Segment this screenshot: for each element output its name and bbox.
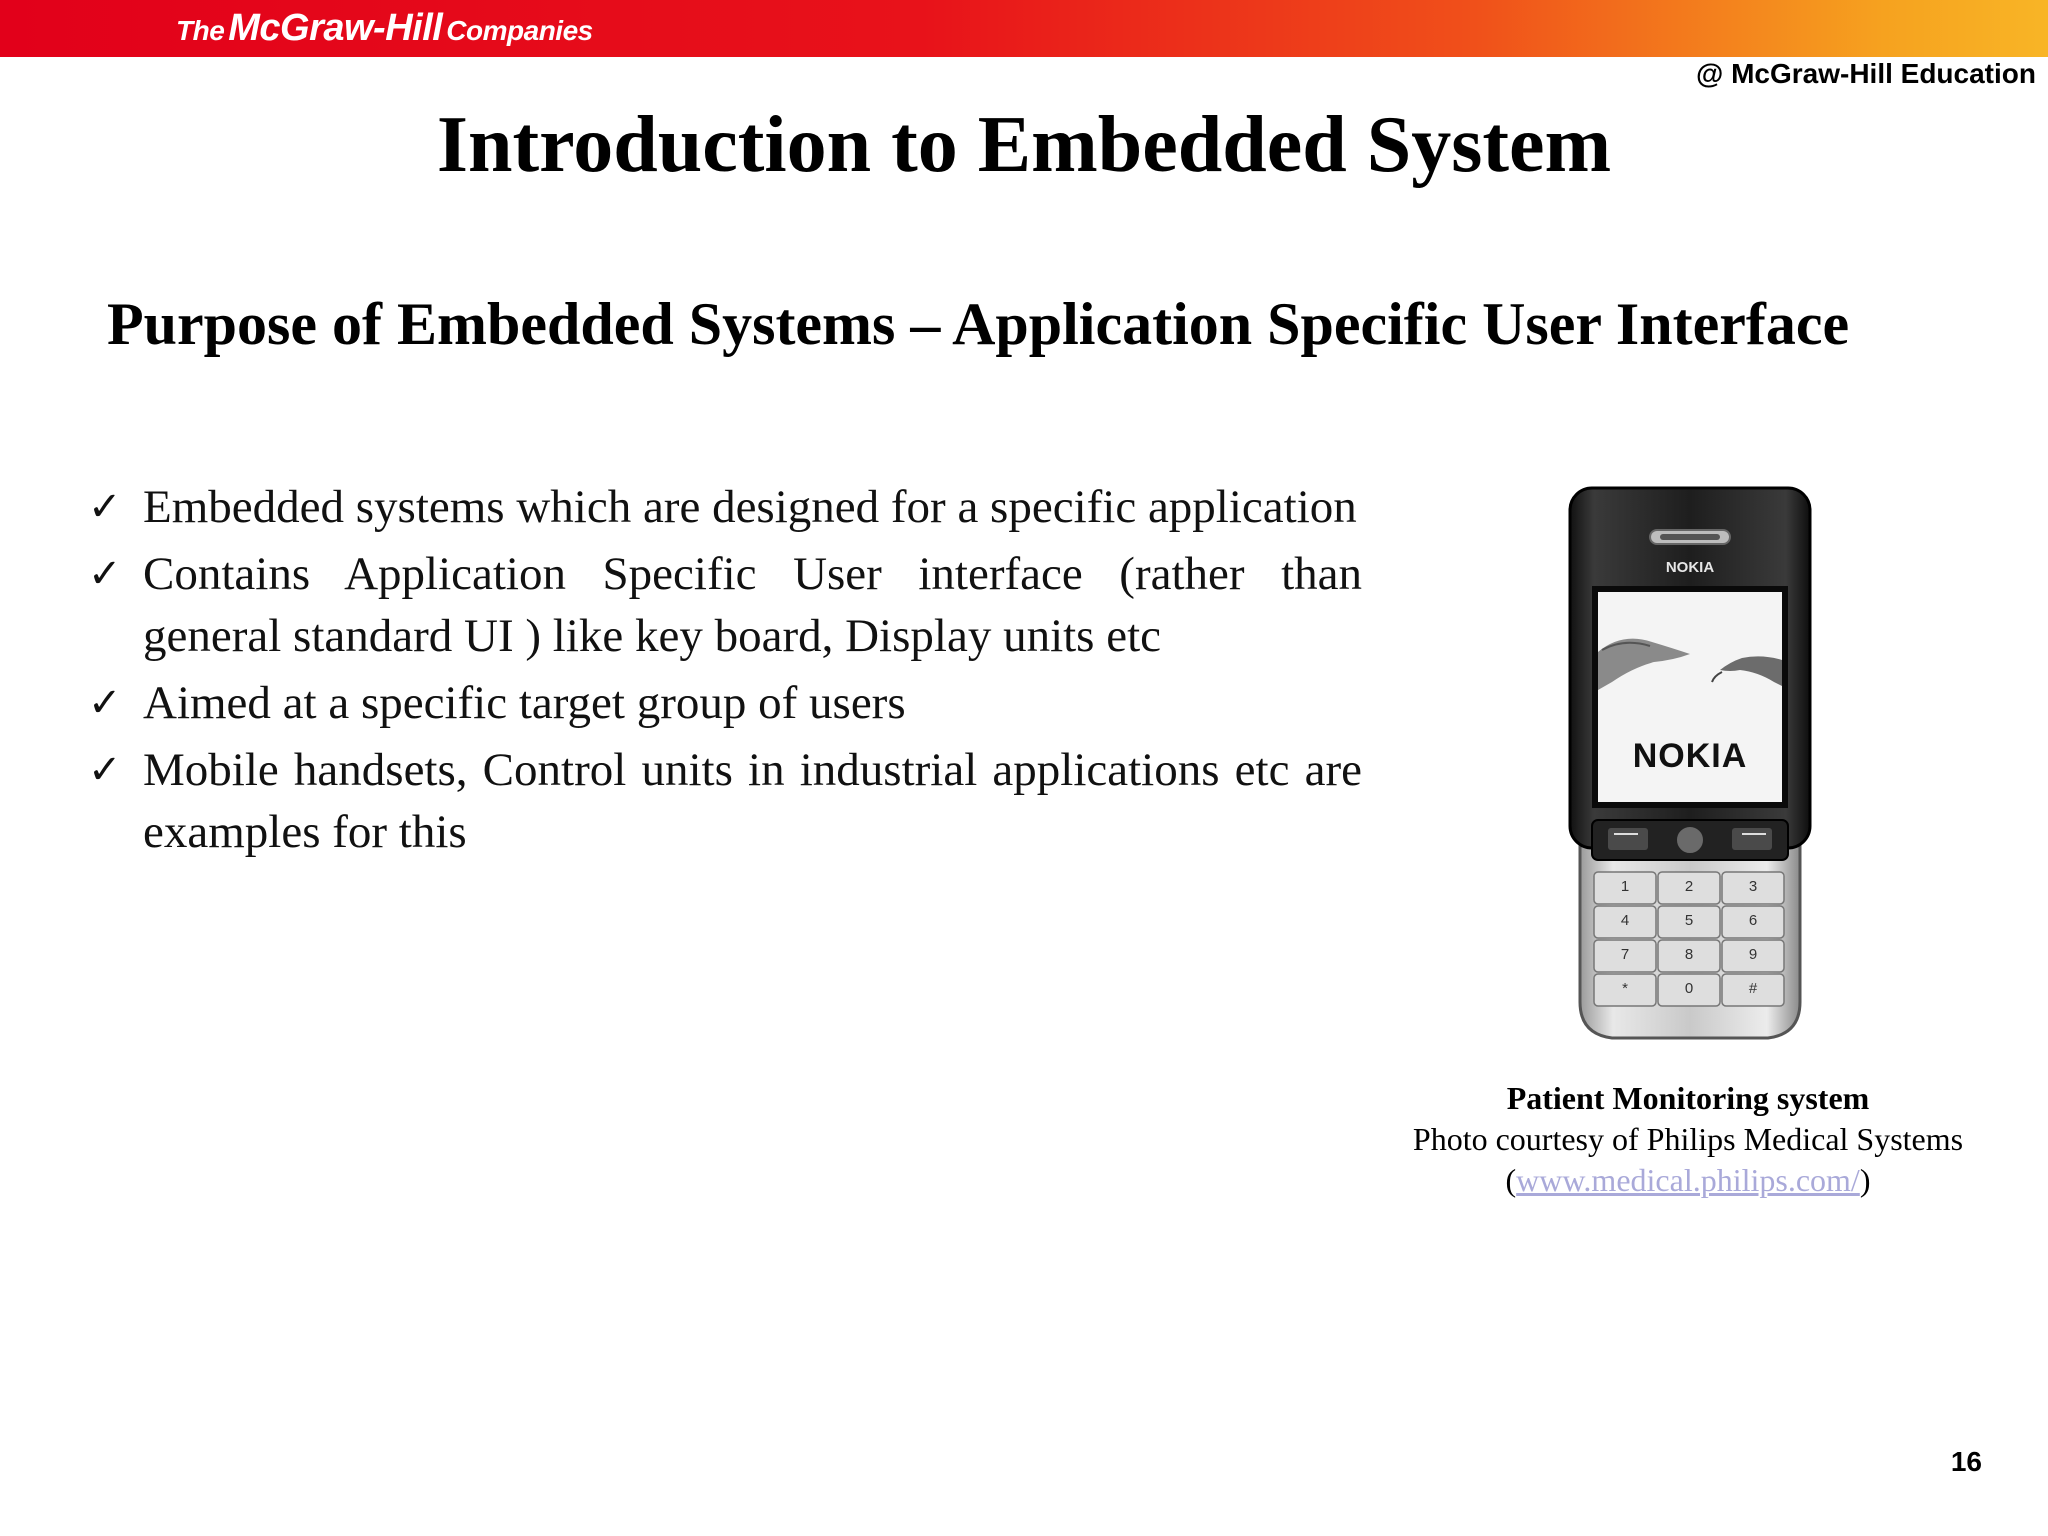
keypad-key-label: 1 — [1620, 878, 1630, 895]
bullet-item — [88, 543, 1362, 667]
keypad-key — [1722, 974, 1784, 1006]
caption-title: Patient Monitoring system — [1506, 1080, 1870, 1116]
mcgraw-hill-logo: The McGraw-Hill Companies — [176, 7, 593, 49]
figure-caption — [1368, 1078, 2008, 1201]
keypad-key-label: 8 — [1684, 946, 1694, 963]
keypad-key — [1658, 940, 1720, 972]
keypad-key — [1658, 974, 1720, 1006]
keypad-key-label: 9 — [1748, 946, 1758, 963]
bullet-text: Embedded systems which are designed for a specific application — [143, 481, 1357, 533]
keypad-key-label: 5 — [1684, 912, 1694, 929]
keypad-key-label: * — [1622, 980, 1628, 997]
bullet-text: Aimed at a specific target group of users — [143, 677, 906, 729]
header-bar — [0, 0, 2048, 57]
keypad-key-label: 7 — [1620, 946, 1630, 963]
bullet-text: Mobile handsets, Control units in industrial applications etc are examples for this — [143, 744, 1362, 858]
keypad-key-label: # — [1748, 980, 1758, 997]
keypad-key-label: 3 — [1748, 878, 1758, 895]
checkmark-icon: ✓ — [88, 747, 122, 793]
keypad-key-label: 2 — [1684, 878, 1694, 895]
keypad-key-label: 4 — [1620, 912, 1630, 929]
bullet-text: Contains Application Specific User interface (rather than general standard UI ) like key board, Display units etc — [143, 548, 1362, 662]
caption-credit: Photo courtesy of Philips Medical Systems — [1412, 1121, 1964, 1157]
bullet-item — [88, 476, 1362, 538]
keypad-key — [1594, 872, 1656, 904]
keypad-key — [1594, 906, 1656, 938]
keypad-key — [1722, 906, 1784, 938]
keypad-key — [1658, 906, 1720, 938]
caption-paren-close: ) — [1859, 1162, 1871, 1198]
checkmark-icon: ✓ — [88, 484, 122, 530]
philips-link[interactable]: www.medical.philips.com/ — [1516, 1162, 1860, 1198]
phone-brand-top: NOKIA — [1665, 559, 1715, 576]
keypad-key-label: 0 — [1684, 980, 1694, 997]
keypad-key — [1722, 940, 1784, 972]
bullet-item — [88, 672, 1362, 734]
slide-title: Introduction to Embedded System — [436, 101, 1612, 189]
mobile-phone-image — [1562, 482, 1818, 1044]
copyright-notice: @ McGraw-Hill Education — [1695, 58, 2036, 89]
bullet-list — [88, 476, 1362, 868]
keypad-key — [1658, 872, 1720, 904]
keypad-key-label: 6 — [1748, 912, 1758, 929]
caption-paren-open: ( — [1505, 1162, 1517, 1198]
page-number: 16 — [1950, 1446, 1982, 1477]
keypad-key — [1722, 872, 1784, 904]
phone-brand-screen: NOKIA — [1632, 737, 1748, 775]
phone-illustration — [1562, 482, 1818, 1044]
keypad-key — [1594, 974, 1656, 1006]
checkmark-icon: ✓ — [88, 680, 122, 726]
caption-link-line — [1368, 1160, 2008, 1201]
checkmark-icon: ✓ — [88, 551, 122, 597]
keypad-key — [1594, 940, 1656, 972]
slide-subtitle: Purpose of Embedded Systems – Application Specific User Interface — [107, 291, 1850, 357]
bullet-item — [88, 739, 1362, 863]
